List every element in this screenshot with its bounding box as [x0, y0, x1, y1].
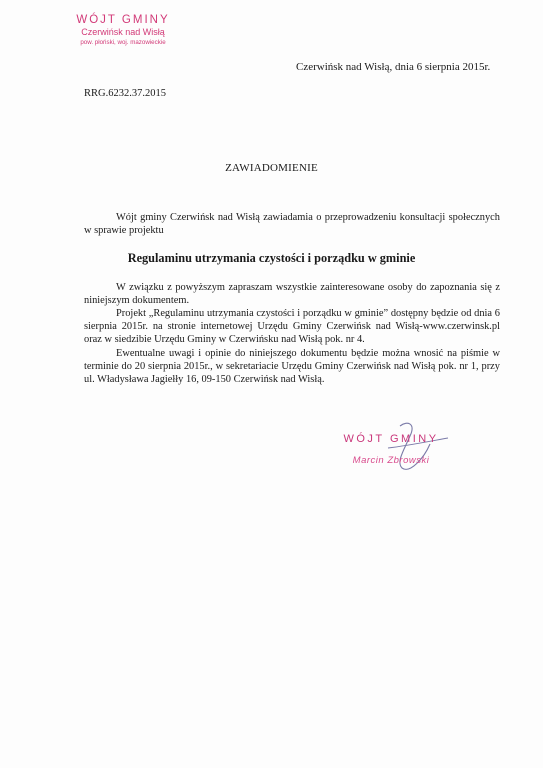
regulation-title: Regulaminu utrzymania czystości i porządku w gminie	[127, 251, 416, 265]
signature-stamp-title: WÓJT GMINY	[343, 433, 439, 445]
intro-paragraph: Wójt gminy Czerwińsk nad Wisłą zawiadamia o przeprowadzeniu konsultacji społecznych w sprawie projektu	[84, 212, 500, 237]
header-stamp-title: WÓJT GMINY	[76, 14, 170, 26]
header-stamp-municipality: Czerwińsk nad Wisłą	[81, 27, 165, 37]
header-stamp	[62, 14, 184, 47]
paragraph-invitation: W związku z powyższym zapraszam wszystkie zainteresowane osoby do zapoznania się z niniejszym dokumentem.	[84, 282, 500, 307]
place-and-date: Czerwińsk nad Wisłą, dnia 6 sierpnia 2015r.	[296, 61, 491, 73]
paragraph-availability: Projekt „Regulaminu utrzymania czystości i porządku w gminie” dostępny będzie od dnia 6 sierpnia 2015r. na stronie internetowej Urzędu Gminy Czerwińsk nad Wisłą-www.czerwinsk.pl oraz w siedzibie Urzędu Gminy w Czerwińsku nad Wisłą pok. nr 4.	[84, 308, 500, 346]
notice-title: ZAWIADOMIENIE	[225, 162, 318, 174]
signature-stamp	[336, 433, 446, 466]
signature-stamp-name: Marcin Zbrowski	[352, 455, 430, 466]
header-stamp-district: pow. płoński, woj. mazowieckie	[80, 39, 166, 46]
reference-number: RRG.6232.37.2015	[84, 88, 166, 99]
paragraph-comments: Ewentualne uwagi i opinie do niniejszego dokumentu będzie można wnosić na piśmie w terminie do 20 sierpnia 2015r., w sekretariacie Urzędu Gminy Czerwińsk nad Wisłą pok. nr 1, przy ul. Władysława Jagiełły 16, 09-150 Czerwińsk nad Wisłą.	[84, 348, 500, 386]
